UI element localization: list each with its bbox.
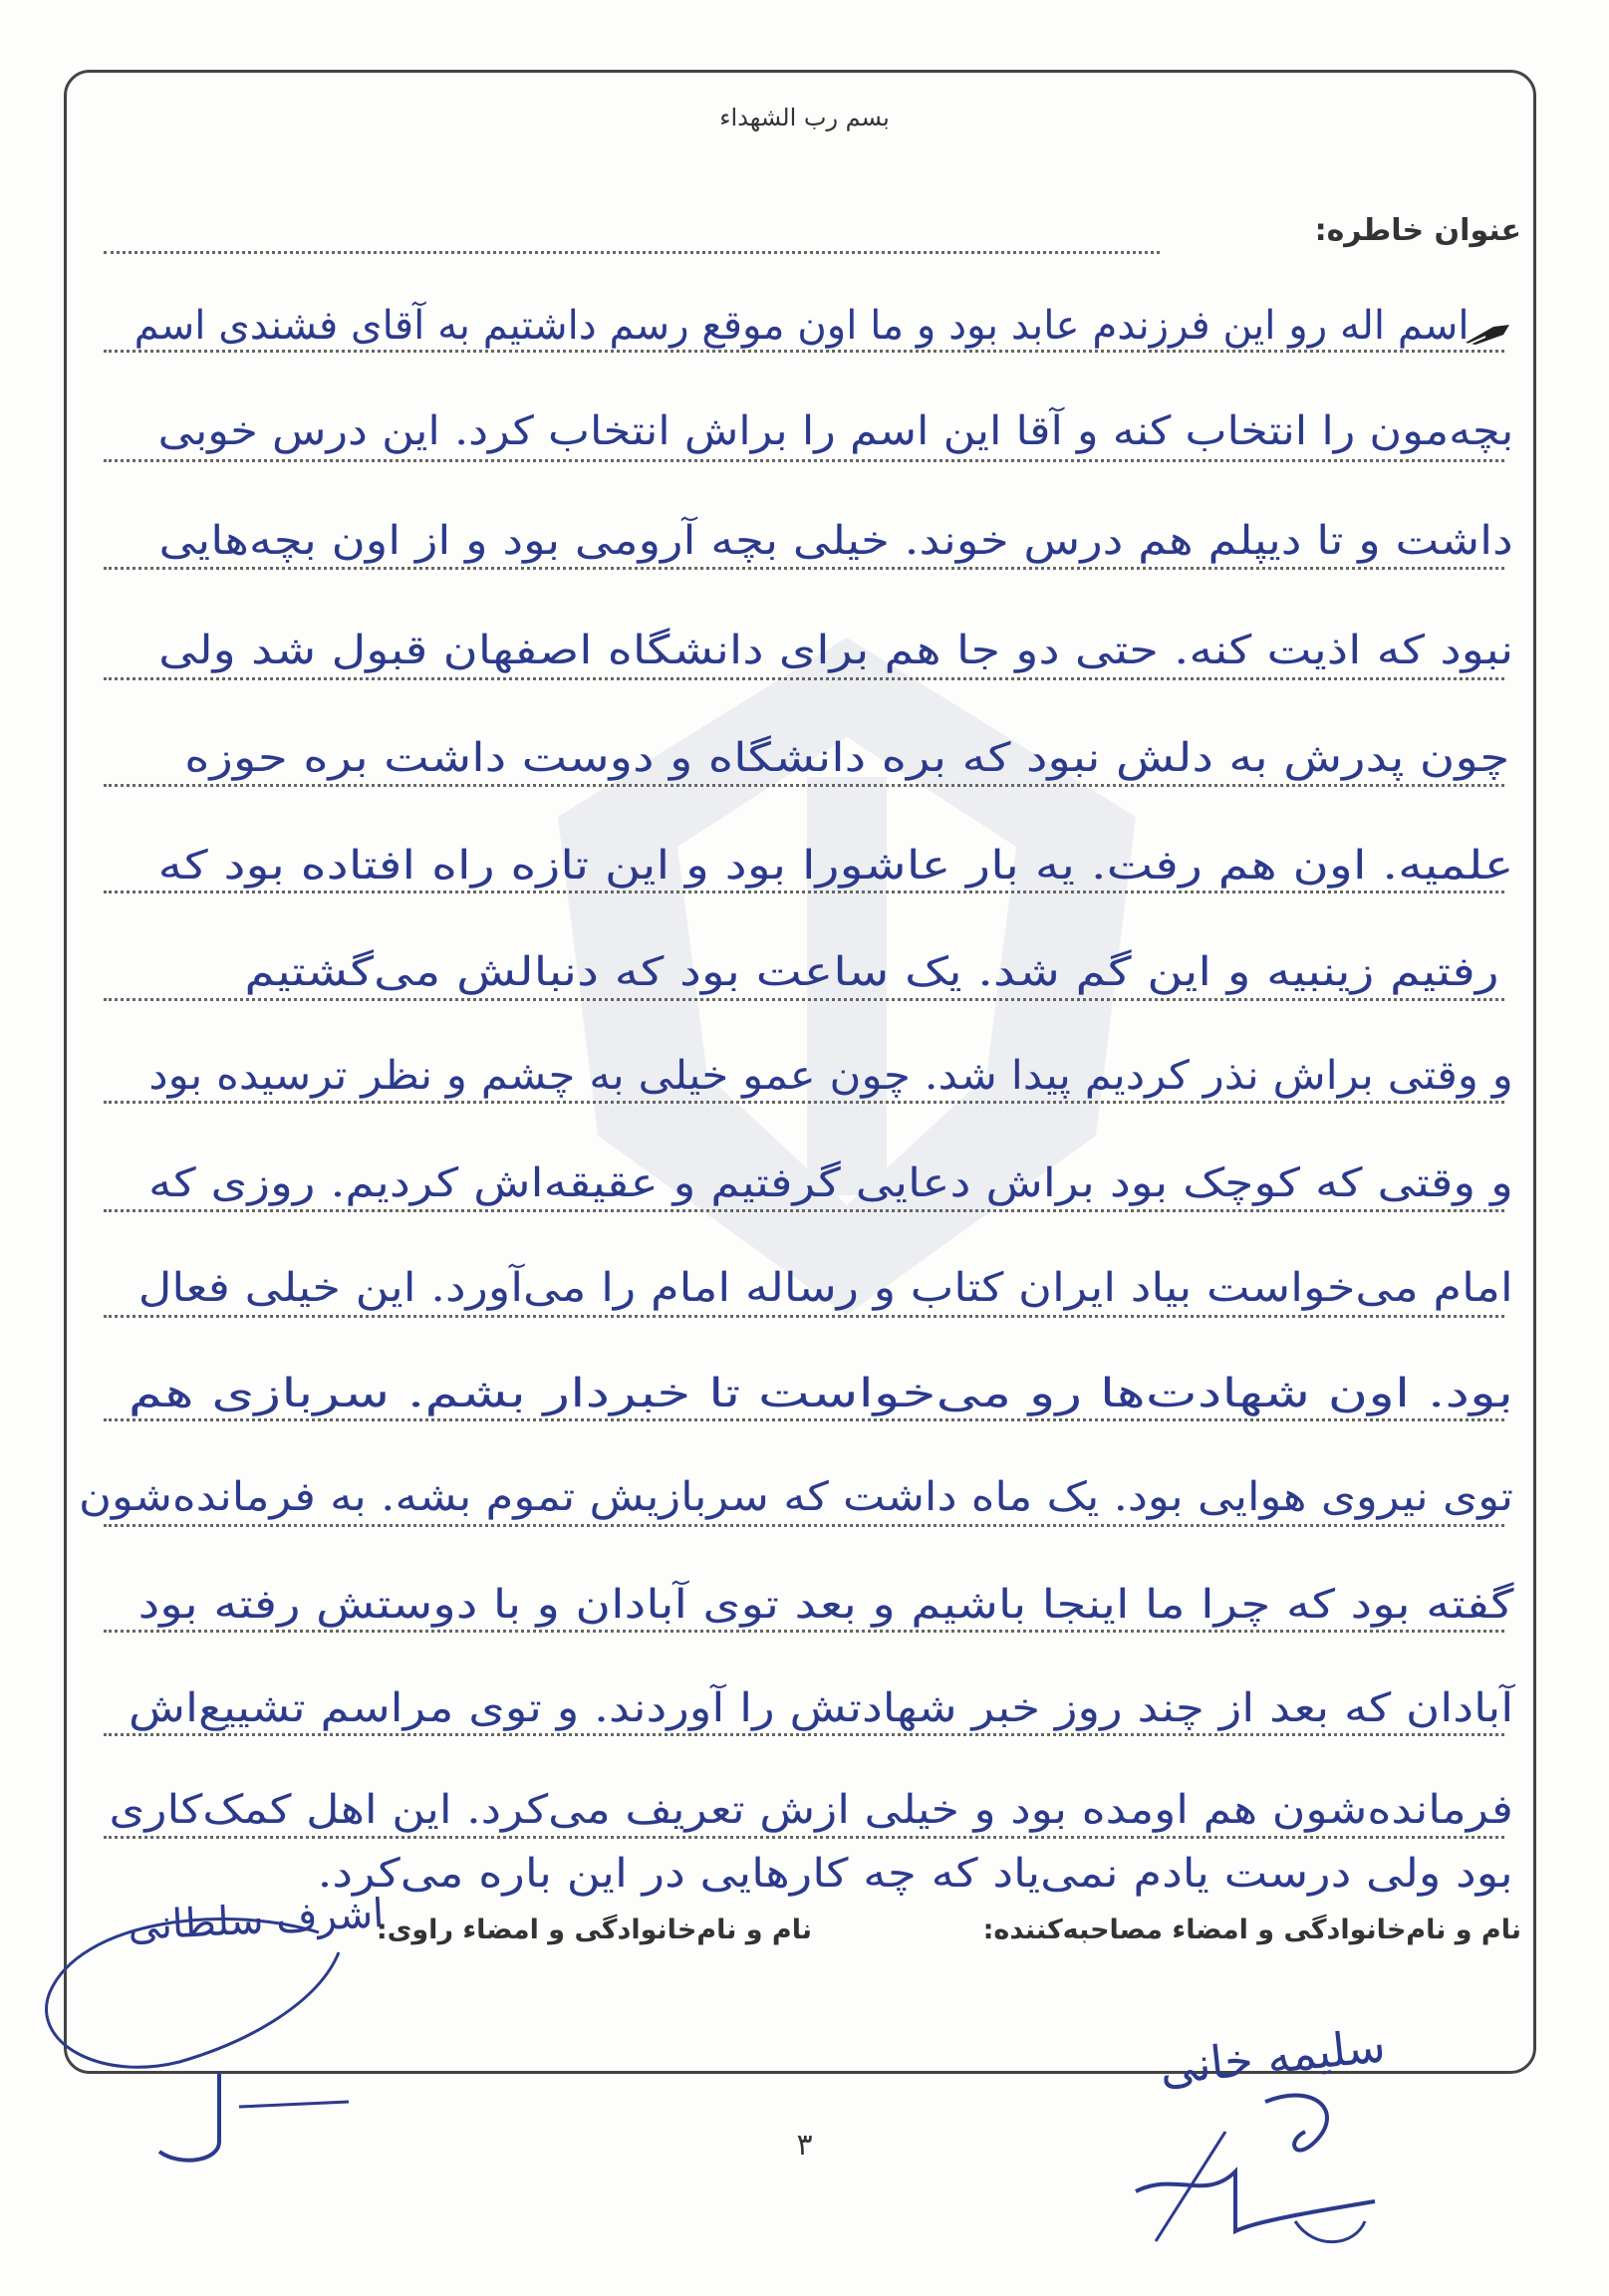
handwritten-line: فرمانده‌شون هم اومده بود و خیلی ازش تعریف می‌کرد. این اهل کمک‌کاری [109, 1787, 1513, 1833]
title-dotted-line [104, 251, 1160, 254]
dotted-line [104, 677, 1504, 680]
dotted-line [104, 459, 1504, 462]
pen-bullet-icon [1464, 321, 1513, 347]
handwritten-line: اسم اله رو این فرزندم عابد بود و ما اون موقع رسم داشتیم به آقای فشندی اسم [134, 303, 1470, 349]
memo-title-label: عنوان خاطره: [1314, 213, 1521, 248]
handwritten-line: نبود که اذیت کنه. حتی دو جا هم برای دانشگاه اصفهان قبول شد ولی [158, 628, 1513, 673]
interviewer-signature [1116, 2072, 1435, 2261]
dotted-line [104, 1418, 1504, 1421]
dotted-line [104, 567, 1504, 570]
handwritten-line: بود ولی درست یادم نمی‌یاد که چه کارهایی در این باره می‌کرد. [317, 1851, 1513, 1897]
handwritten-line: گفته بود که چرا ما اینجا باشیم و بعد توی آبادان و با دوستش رفته بود [137, 1582, 1513, 1628]
dotted-line [104, 784, 1504, 787]
handwritten-line: بود. اون شهادت‌ها رو می‌خواست تا خبردار بشم. سربازی هم [128, 1371, 1513, 1416]
dotted-line [104, 1101, 1504, 1104]
handwritten-line: امام می‌خواست بیاد ایران کتاب و رساله امام را می‌آورد. این خیلی فعال [137, 1265, 1513, 1311]
dotted-line [104, 891, 1504, 893]
page-number: ۳ [796, 2128, 813, 2163]
interviewer-name: سلیمه خانی [1157, 2018, 1388, 2096]
dotted-line [104, 998, 1504, 1001]
narrator-name: اشرف سلطانی [127, 1891, 386, 1950]
dotted-line [104, 350, 1504, 353]
dotted-line [104, 1836, 1504, 1839]
dotted-line [104, 1630, 1504, 1633]
handwritten-line: چون پدرش به دلش نبود که بره دانشگاه و دوست داشت بره حوزه [183, 735, 1509, 781]
handwritten-line: توی نیروی هوایی بود. یک ماه داشت که سربازیش تموم بشه. به فرمانده‌شون [79, 1474, 1513, 1520]
dotted-line [104, 1209, 1504, 1212]
dotted-line [104, 1315, 1504, 1318]
handwritten-line: و وقتی که کوچک بود براش دعایی گرفتیم و عقیقه‌اش کردیم. روزی که [148, 1160, 1513, 1206]
dotted-line [104, 1733, 1504, 1736]
handwritten-line: رفتیم زینبیه و این گم شد. یک ساعت بود که دنبالش می‌گشتیم [244, 949, 1499, 995]
handwritten-line: علمیه. اون هم رفت. یه بار عاشورا بود و این تازه راه افتاده بود که [157, 843, 1513, 889]
dotted-line [104, 1524, 1504, 1527]
handwritten-line: آبادان که بعد از چند روز خبر شهادتش را آوردند. و توی مراسم تشییع‌اش [128, 1685, 1513, 1731]
basmala-header: بسم رب الشهداء [719, 104, 890, 131]
narrator-label: نام و نام‌خانوادگی و امضاء راوی: [376, 1914, 812, 1945]
interviewer-label: نام و نام‌خانوادگی و امضاء مصاحبه‌کننده: [982, 1914, 1521, 1945]
handwritten-line: بچه‌مون را انتخاب کنه و آقا این اسم را براش انتخاب کرد. این درس خوبی [157, 408, 1513, 454]
handwritten-line: داشت و تا دیپلم هم درس خوند. خیلی بچه آرومی بود و از اون بچه‌هایی [158, 518, 1513, 564]
handwritten-line: و وقتی براش نذر کردیم پیدا شد. چون عمو خیلی به چشم و نظر ترسیده بود [148, 1053, 1513, 1099]
